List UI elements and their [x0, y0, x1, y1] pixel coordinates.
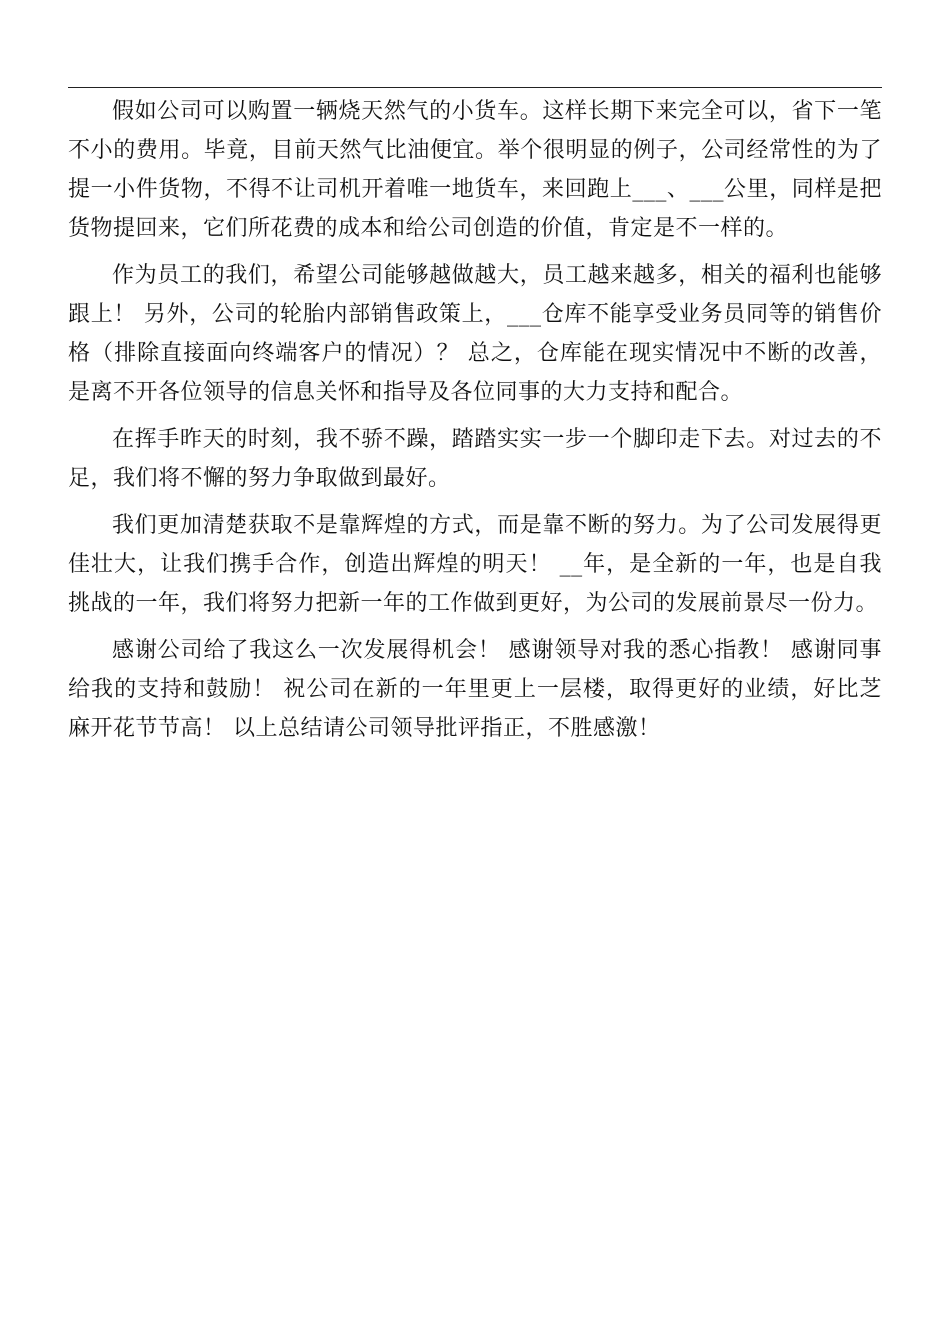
paragraph-1: 假如公司可以购置一辆烧天然气的小货车。这样长期下来完全可以，省下一笔不小的费用。毕竟，目前天然气比油便宜。举个很明显的例子，公司经常性的为了提一小件货物，不得不让司机开着唯一地货车，来回跑上___、___公里，同样是把货物提回来，它们所花费的成本和给公司创造的价值，肯定是不一样的。 — [68, 99, 882, 241]
paragraph-2: 作为员工的我们，希望公司能够越做越大，员工越来越多，相关的福利也能够跟上！ 另外，公司的轮胎内部销售政策上，___仓库不能享受业务员同等的销售价格（排除直接面向终端客户的情况）？ 总之，仓库能在现实情况中不断的改善，是离不开各位领导的信息关怀和指导及各位同事的大力支持和配合。 — [68, 263, 882, 405]
paragraph-3: 在挥手昨天的时刻，我不骄不躁，踏踏实实一步一个脚印走下去。对过去的不足，我们将不懈的努力争取做到最好。 — [68, 427, 882, 491]
paragraph-5: 感谢公司给了我这么一次发展得机会！ 感谢领导对我的悉心指教！ 感谢同事给我的支持和鼓励！ 祝公司在新的一年里更上一层楼，取得更好的业绩，好比芝麻开花节节高！ 以上总结请公司领导批评指正，不胜感激！ — [68, 638, 882, 741]
header-rule — [68, 87, 882, 88]
paragraph-4: 我们更加清楚获取不是靠辉煌的方式，而是靠不断的努力。为了公司发展得更佳壮大，让我们携手合作，创造出辉煌的明天！ __年，是全新的一年，也是自我挑战的一年，我们将努力把新一年的工作做到更好，为公司的发展前景尽一份力。 — [68, 513, 882, 616]
document-body — [68, 92, 882, 748]
